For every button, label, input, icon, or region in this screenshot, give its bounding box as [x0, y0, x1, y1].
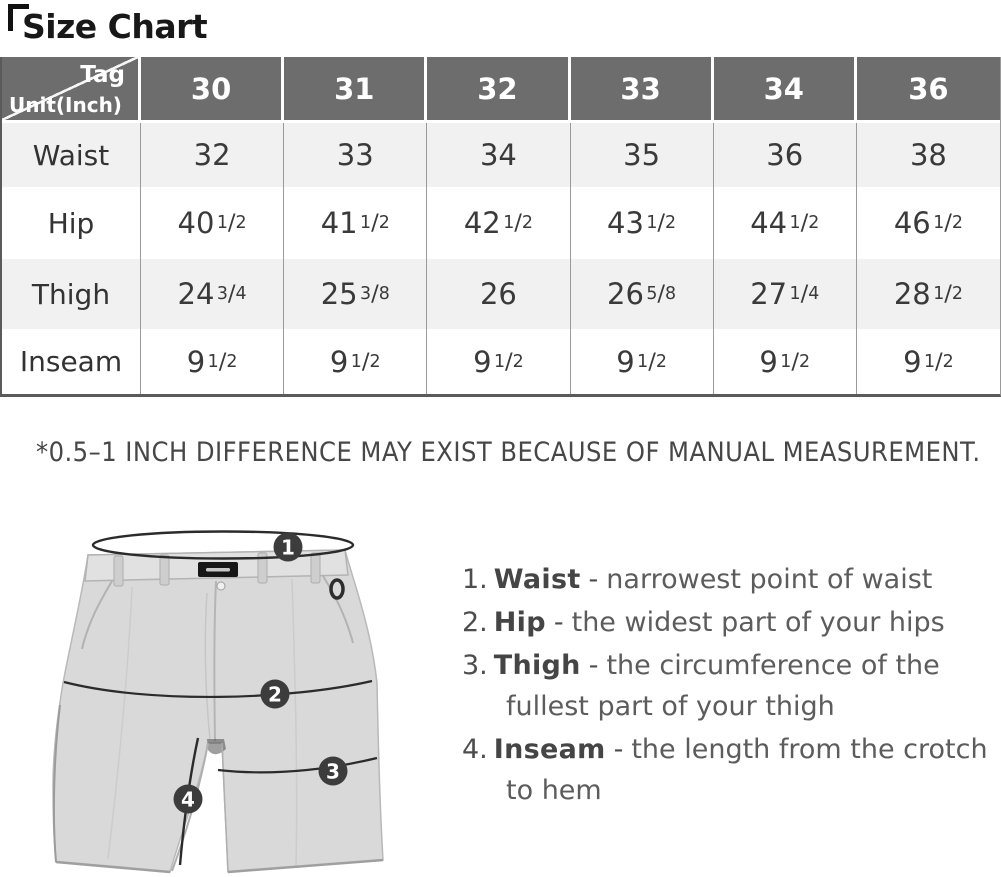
size-cell: 44 1 / 2: [714, 187, 857, 259]
legend-item-hip: [462, 602, 1001, 643]
size-cell: 9 1 / 2: [284, 329, 427, 394]
size-cell: 41 1 / 2: [284, 187, 427, 259]
legend-number: 2.: [462, 607, 488, 638]
size-table: [0, 57, 1001, 397]
row-label-waist: Waist: [2, 123, 141, 187]
size-cell: 9 1 / 2: [141, 329, 284, 394]
legend-term: Inseam: [493, 734, 606, 765]
corner-unit-label: Unit(Inch): [9, 93, 122, 117]
legend-item-waist: [462, 559, 1001, 600]
corner-tag-label: Tag: [80, 62, 125, 88]
measurement-note: *0.5–1 INCH DIFFERENCE MAY EXIST BECAUSE OF MANUAL MEASUREMENT.: [36, 437, 981, 468]
size-cell: 26: [427, 259, 570, 329]
legend-item-thigh: [462, 645, 1001, 727]
size-cell: 46 1 / 2: [857, 187, 1000, 259]
button: [217, 582, 225, 590]
legend-description: the circumference of the fullest part of your thigh: [506, 650, 940, 722]
legend-number: 4.: [462, 734, 488, 765]
legend-term: Waist: [493, 564, 581, 595]
size-cell: 9 1 / 2: [571, 329, 714, 394]
size-cell: 36: [714, 123, 857, 187]
legend-term: Hip: [493, 607, 546, 638]
size-column-header: 34: [714, 57, 857, 123]
size-cell: 42 1 / 2: [427, 187, 570, 259]
size-column-header: 36: [857, 57, 1000, 123]
size-cell: 9 1 / 2: [857, 329, 1000, 394]
size-cell: 38: [857, 123, 1000, 187]
legend-dash: -: [588, 650, 599, 681]
svg-text:4: 4: [181, 787, 195, 812]
marker-waist: [274, 533, 303, 562]
size-cell: 24 3 / 4: [141, 259, 284, 329]
legend-item-inseam: [462, 729, 1001, 811]
svg-text:3: 3: [326, 759, 340, 784]
legend-term: Thigh: [493, 650, 581, 681]
size-cell: 32: [141, 123, 284, 187]
legend-dash: -: [613, 734, 624, 765]
row-label-inseam: Inseam: [2, 329, 141, 394]
size-cell: 27 1 / 4: [714, 259, 857, 329]
size-cell: 33: [284, 123, 427, 187]
size-column-header: 30: [141, 57, 284, 123]
legend-dash: -: [553, 607, 564, 638]
row-label-hip: Hip: [2, 187, 141, 259]
size-cell: 9 1 / 2: [714, 329, 857, 394]
size-cell: 26 5 / 8: [571, 259, 714, 329]
legend-description: narrowest point of waist: [606, 564, 933, 595]
row-label-thigh: Thigh: [2, 259, 141, 329]
size-cell: 25 3 / 8: [284, 259, 427, 329]
svg-text:2: 2: [268, 682, 282, 707]
size-column-header: 31: [284, 57, 427, 123]
size-cell: 28 1 / 2: [857, 259, 1000, 329]
legend-description: the length from the crotch to hem: [506, 734, 988, 806]
size-cell: 43 1 / 2: [571, 187, 714, 259]
size-column-header: 32: [427, 57, 570, 123]
svg-text:1: 1: [281, 535, 295, 560]
size-cell: 40 1 / 2: [141, 187, 284, 259]
legend-number: 3.: [462, 650, 488, 681]
marker-hip: [261, 680, 290, 709]
legend-description: the widest part of your hips: [571, 607, 945, 638]
table-corner-cell: [2, 57, 141, 123]
legend-dash: -: [588, 564, 599, 595]
size-cell: 35: [571, 123, 714, 187]
page-title: Size Chart: [22, 7, 208, 46]
size-column-header: 33: [571, 57, 714, 123]
size-cell: 9 1 / 2: [427, 329, 570, 394]
shorts-diagram: [40, 515, 440, 877]
marker-thigh: [319, 757, 348, 786]
measurement-legend: [462, 559, 1001, 813]
legend-number: 1.: [462, 564, 488, 595]
size-cell: 34: [427, 123, 570, 187]
marker-inseam: [174, 785, 203, 814]
